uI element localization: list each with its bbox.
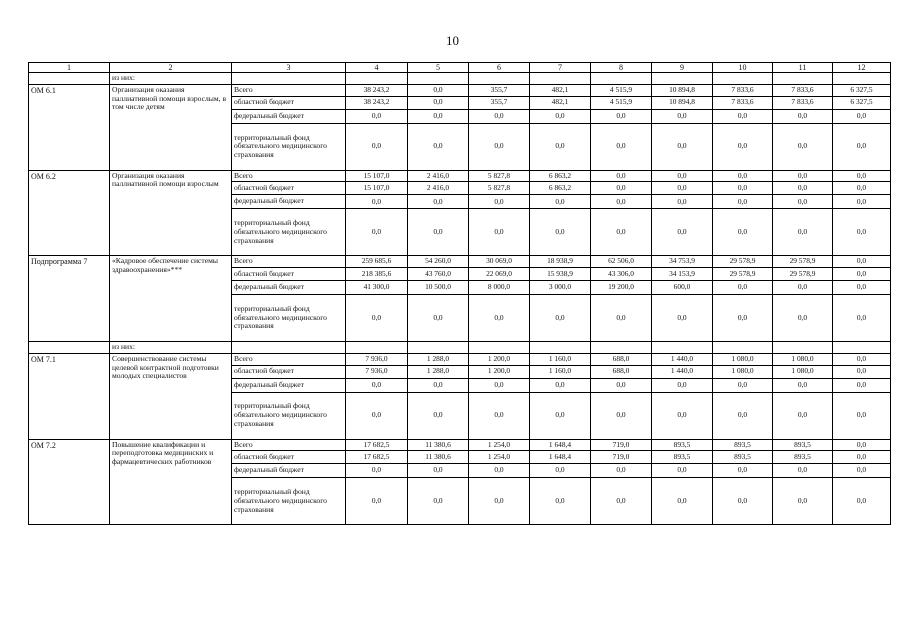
amount-cell: 600,0 [652, 281, 713, 295]
column-header-8: 8 [591, 63, 652, 73]
amount-cell: 2 416,0 [408, 170, 469, 182]
amount-cell: 0,0 [713, 464, 773, 478]
amount-cell: 0,0 [408, 392, 469, 439]
amount-cell: 0,0 [346, 109, 408, 123]
amount-cell: 0,0 [652, 378, 713, 392]
empty-cell [591, 73, 652, 85]
amount-cell: 0,0 [713, 182, 773, 195]
funding-source: федеральный бюджет [232, 464, 346, 478]
amount-cell: 0,0 [530, 195, 591, 209]
amount-cell: 0,0 [713, 378, 773, 392]
empty-cell [408, 342, 469, 354]
amount-cell: 0,0 [652, 170, 713, 182]
column-header-10: 10 [713, 63, 773, 73]
amount-cell: 259 685,6 [346, 256, 408, 268]
amount-cell: 719,0 [591, 451, 652, 464]
amount-cell: 10 894,8 [652, 84, 713, 96]
measure-name: Организация оказания паллиативной помощи взрослым [110, 170, 232, 256]
amount-cell: 0,0 [530, 464, 591, 478]
amount-cell: 41 300,0 [346, 281, 408, 295]
amount-cell: 0,0 [833, 464, 891, 478]
table-row [29, 353, 891, 365]
amount-cell: 0,0 [408, 123, 469, 170]
amount-cell: 0,0 [773, 209, 833, 256]
amount-cell: 688,0 [591, 365, 652, 378]
table-row [29, 439, 891, 451]
amount-cell: 0,0 [530, 478, 591, 525]
amount-cell: 10 894,8 [652, 96, 713, 109]
amount-cell: 1 288,0 [408, 365, 469, 378]
amount-cell: 0,0 [833, 365, 891, 378]
amount-cell: 2 416,0 [408, 182, 469, 195]
amount-cell: 0,0 [713, 109, 773, 123]
amount-cell: 62 506,0 [591, 256, 652, 268]
amount-cell: 0,0 [713, 170, 773, 182]
amount-cell: 893,5 [773, 439, 833, 451]
amount-cell: 0,0 [833, 451, 891, 464]
of-which-row [29, 342, 891, 354]
column-header-11: 11 [773, 63, 833, 73]
amount-cell: 0,0 [408, 478, 469, 525]
amount-cell: 1 440,0 [652, 353, 713, 365]
amount-cell: 4 515,9 [591, 84, 652, 96]
funding-source: территориальный фонд обязательного медицинского страхования [232, 209, 346, 256]
amount-cell: 355,7 [469, 96, 530, 109]
amount-cell: 0,0 [408, 109, 469, 123]
measure-code: ОМ 7.1 [29, 353, 110, 439]
amount-cell: 0,0 [469, 209, 530, 256]
amount-cell: 0,0 [713, 123, 773, 170]
funding-source: территориальный фонд обязательного медицинского страхования [232, 295, 346, 342]
amount-cell: 1 648,4 [530, 451, 591, 464]
column-header-6: 6 [469, 63, 530, 73]
amount-cell: 0,0 [469, 464, 530, 478]
amount-cell: 11 380,6 [408, 439, 469, 451]
amount-cell: 1 080,0 [773, 365, 833, 378]
amount-cell: 0,0 [591, 170, 652, 182]
amount-cell: 1 200,0 [469, 365, 530, 378]
empty-cell [833, 342, 891, 354]
amount-cell: 1 160,0 [530, 365, 591, 378]
column-header-4: 4 [346, 63, 408, 73]
amount-cell: 0,0 [833, 195, 891, 209]
amount-cell: 0,0 [346, 464, 408, 478]
amount-cell: 6 327,5 [833, 96, 891, 109]
amount-cell: 0,0 [530, 392, 591, 439]
amount-cell: 0,0 [408, 84, 469, 96]
amount-cell: 4 515,9 [591, 96, 652, 109]
amount-cell: 0,0 [469, 109, 530, 123]
amount-cell: 0,0 [346, 478, 408, 525]
amount-cell: 482,1 [530, 84, 591, 96]
empty-cell [408, 73, 469, 85]
amount-cell: 30 069,0 [469, 256, 530, 268]
amount-cell: 15 107,0 [346, 182, 408, 195]
amount-cell: 0,0 [530, 295, 591, 342]
funding-source: федеральный бюджет [232, 109, 346, 123]
amount-cell: 6 863,2 [530, 170, 591, 182]
amount-cell: 0,0 [833, 478, 891, 525]
of-which-label: из них: [110, 73, 232, 85]
amount-cell: 0,0 [469, 123, 530, 170]
funding-source: областной бюджет [232, 182, 346, 195]
amount-cell: 7 833,6 [773, 84, 833, 96]
amount-cell: 0,0 [408, 464, 469, 478]
amount-cell: 0,0 [346, 378, 408, 392]
amount-cell: 0,0 [591, 478, 652, 525]
amount-cell: 0,0 [773, 182, 833, 195]
amount-cell: 38 243,2 [346, 84, 408, 96]
amount-cell: 0,0 [408, 378, 469, 392]
amount-cell: 0,0 [346, 392, 408, 439]
table-row [29, 170, 891, 182]
empty-cell [652, 73, 713, 85]
funding-source: Всего [232, 439, 346, 451]
amount-cell: 11 380,6 [408, 451, 469, 464]
amount-cell: 0,0 [773, 281, 833, 295]
budget-table [28, 62, 891, 525]
empty-cell [346, 342, 408, 354]
amount-cell: 0,0 [591, 295, 652, 342]
amount-cell: 0,0 [833, 170, 891, 182]
amount-cell: 0,0 [469, 295, 530, 342]
measure-name: Повышение квалификации и переподготовка медицинских и фармацевтических работников [110, 439, 232, 525]
amount-cell: 0,0 [591, 182, 652, 195]
empty-cell [346, 73, 408, 85]
amount-cell: 0,0 [346, 195, 408, 209]
amount-cell: 1 648,4 [530, 439, 591, 451]
amount-cell: 10 500,0 [408, 281, 469, 295]
empty-cell [652, 342, 713, 354]
amount-cell: 15 938,9 [530, 268, 591, 281]
column-header-3: 3 [232, 63, 346, 73]
amount-cell: 0,0 [713, 295, 773, 342]
amount-cell: 0,0 [346, 123, 408, 170]
amount-cell: 0,0 [530, 209, 591, 256]
column-header-12: 12 [833, 63, 891, 73]
empty-cell [530, 342, 591, 354]
amount-cell: 0,0 [833, 295, 891, 342]
amount-cell: 0,0 [833, 353, 891, 365]
amount-cell: 0,0 [773, 123, 833, 170]
empty-cell [530, 73, 591, 85]
amount-cell: 0,0 [773, 195, 833, 209]
amount-cell: 1 254,0 [469, 439, 530, 451]
amount-cell: 0,0 [652, 478, 713, 525]
empty-cell [773, 342, 833, 354]
funding-source: федеральный бюджет [232, 378, 346, 392]
amount-cell: 893,5 [652, 451, 713, 464]
amount-cell: 0,0 [833, 439, 891, 451]
amount-cell: 0,0 [591, 195, 652, 209]
amount-cell: 1 160,0 [530, 353, 591, 365]
amount-cell: 7 936,0 [346, 353, 408, 365]
amount-cell: 29 578,9 [773, 268, 833, 281]
empty-cell [469, 342, 530, 354]
amount-cell: 17 682,5 [346, 451, 408, 464]
funding-source: территориальный фонд обязательного медицинского страхования [232, 478, 346, 525]
amount-cell: 38 243,2 [346, 96, 408, 109]
amount-cell: 34 753,9 [652, 256, 713, 268]
amount-cell: 0,0 [346, 295, 408, 342]
amount-cell: 0,0 [652, 464, 713, 478]
empty-cell [29, 342, 110, 354]
funding-source: Всего [232, 353, 346, 365]
funding-source: федеральный бюджет [232, 195, 346, 209]
amount-cell: 0,0 [591, 378, 652, 392]
amount-cell: 0,0 [833, 109, 891, 123]
of-which-label: из них: [110, 342, 232, 354]
table-row [29, 256, 891, 268]
amount-cell: 29 578,9 [713, 256, 773, 268]
empty-cell [713, 342, 773, 354]
amount-cell: 43 306,0 [591, 268, 652, 281]
measure-code: ОМ 6.2 [29, 170, 110, 256]
amount-cell: 0,0 [833, 392, 891, 439]
amount-cell: 0,0 [713, 195, 773, 209]
empty-cell [773, 73, 833, 85]
empty-cell [232, 342, 346, 354]
measure-name: «Кадровое обеспечение системы здравоохранения»*** [110, 256, 232, 342]
amount-cell: 17 682,5 [346, 439, 408, 451]
amount-cell: 0,0 [591, 109, 652, 123]
column-header-2: 2 [110, 63, 232, 73]
amount-cell: 0,0 [469, 378, 530, 392]
amount-cell: 893,5 [773, 451, 833, 464]
funding-source: Всего [232, 256, 346, 268]
empty-cell [591, 342, 652, 354]
amount-cell: 54 260,0 [408, 256, 469, 268]
funding-source: Всего [232, 170, 346, 182]
empty-cell [29, 73, 110, 85]
empty-cell [469, 73, 530, 85]
amount-cell: 0,0 [773, 295, 833, 342]
amount-cell: 1 254,0 [469, 451, 530, 464]
amount-cell: 0,0 [713, 478, 773, 525]
measure-code: ОМ 7.2 [29, 439, 110, 525]
amount-cell: 0,0 [773, 378, 833, 392]
column-header-9: 9 [652, 63, 713, 73]
amount-cell: 0,0 [652, 392, 713, 439]
amount-cell: 719,0 [591, 439, 652, 451]
column-header-1: 1 [29, 63, 110, 73]
amount-cell: 3 000,0 [530, 281, 591, 295]
funding-source: областной бюджет [232, 451, 346, 464]
amount-cell: 0,0 [833, 281, 891, 295]
amount-cell: 22 069,0 [469, 268, 530, 281]
page-number: 10 [446, 33, 459, 48]
amount-cell: 355,7 [469, 84, 530, 96]
amount-cell: 6 327,5 [833, 84, 891, 96]
amount-cell: 0,0 [346, 209, 408, 256]
amount-cell: 0,0 [408, 96, 469, 109]
funding-source: областной бюджет [232, 268, 346, 281]
amount-cell: 1 288,0 [408, 353, 469, 365]
funding-source: территориальный фонд обязательного медицинского страхования [232, 392, 346, 439]
amount-cell: 0,0 [652, 209, 713, 256]
amount-cell: 19 200,0 [591, 281, 652, 295]
amount-cell: 0,0 [833, 256, 891, 268]
amount-cell: 0,0 [469, 392, 530, 439]
funding-source: областной бюджет [232, 365, 346, 378]
amount-cell: 7 833,6 [713, 84, 773, 96]
amount-cell: 43 760,0 [408, 268, 469, 281]
amount-cell: 218 385,6 [346, 268, 408, 281]
of-which-row [29, 73, 891, 85]
amount-cell: 0,0 [408, 209, 469, 256]
amount-cell: 6 863,2 [530, 182, 591, 195]
amount-cell: 5 827,8 [469, 182, 530, 195]
amount-cell: 0,0 [833, 268, 891, 281]
amount-cell: 0,0 [773, 109, 833, 123]
amount-cell: 0,0 [530, 378, 591, 392]
amount-cell: 0,0 [713, 392, 773, 439]
amount-cell: 29 578,9 [773, 256, 833, 268]
funding-source: федеральный бюджет [232, 281, 346, 295]
amount-cell: 0,0 [652, 123, 713, 170]
empty-cell [833, 73, 891, 85]
amount-cell: 893,5 [652, 439, 713, 451]
measure-code: Подпрограмма 7 [29, 256, 110, 342]
amount-cell: 0,0 [530, 123, 591, 170]
measure-name: Организация оказания паллиативной помощи взрослым, в том числе детям [110, 84, 232, 170]
funding-source: Всего [232, 84, 346, 96]
amount-cell: 893,5 [713, 439, 773, 451]
amount-cell: 34 153,9 [652, 268, 713, 281]
amount-cell: 0,0 [408, 195, 469, 209]
column-header-5: 5 [408, 63, 469, 73]
amount-cell: 0,0 [833, 182, 891, 195]
amount-cell: 0,0 [833, 209, 891, 256]
amount-cell: 29 578,9 [713, 268, 773, 281]
amount-cell: 15 107,0 [346, 170, 408, 182]
amount-cell: 0,0 [652, 109, 713, 123]
empty-cell [713, 73, 773, 85]
amount-cell: 1 200,0 [469, 353, 530, 365]
amount-cell: 0,0 [591, 392, 652, 439]
amount-cell: 18 938,9 [530, 256, 591, 268]
amount-cell: 482,1 [530, 96, 591, 109]
amount-cell: 0,0 [652, 182, 713, 195]
amount-cell: 0,0 [469, 478, 530, 525]
amount-cell: 893,5 [713, 451, 773, 464]
amount-cell: 0,0 [773, 464, 833, 478]
amount-cell: 0,0 [469, 195, 530, 209]
amount-cell: 1 080,0 [773, 353, 833, 365]
amount-cell: 0,0 [833, 378, 891, 392]
amount-cell: 0,0 [773, 170, 833, 182]
measure-code: ОМ 6.1 [29, 84, 110, 170]
amount-cell: 5 827,8 [469, 170, 530, 182]
amount-cell: 0,0 [591, 209, 652, 256]
amount-cell: 7 833,6 [773, 96, 833, 109]
amount-cell: 1 080,0 [713, 365, 773, 378]
amount-cell: 0,0 [713, 281, 773, 295]
funding-source: территориальный фонд обязательного медицинского страхования [232, 123, 346, 170]
amount-cell: 0,0 [773, 478, 833, 525]
amount-cell: 7 936,0 [346, 365, 408, 378]
amount-cell: 0,0 [713, 209, 773, 256]
amount-cell: 1 080,0 [713, 353, 773, 365]
amount-cell: 0,0 [833, 123, 891, 170]
amount-cell: 0,0 [652, 195, 713, 209]
funding-source: областной бюджет [232, 96, 346, 109]
amount-cell: 8 000,0 [469, 281, 530, 295]
amount-cell: 1 440,0 [652, 365, 713, 378]
header-row [29, 63, 891, 73]
empty-cell [232, 73, 346, 85]
amount-cell: 0,0 [652, 295, 713, 342]
table-row [29, 84, 891, 96]
amount-cell: 0,0 [530, 109, 591, 123]
amount-cell: 7 833,6 [713, 96, 773, 109]
amount-cell: 0,0 [408, 295, 469, 342]
amount-cell: 0,0 [591, 123, 652, 170]
amount-cell: 0,0 [591, 464, 652, 478]
column-header-7: 7 [530, 63, 591, 73]
measure-name: Совершенствование системы целевой контрактной подготовки молодых специалистов [110, 353, 232, 439]
amount-cell: 688,0 [591, 353, 652, 365]
amount-cell: 0,0 [773, 392, 833, 439]
